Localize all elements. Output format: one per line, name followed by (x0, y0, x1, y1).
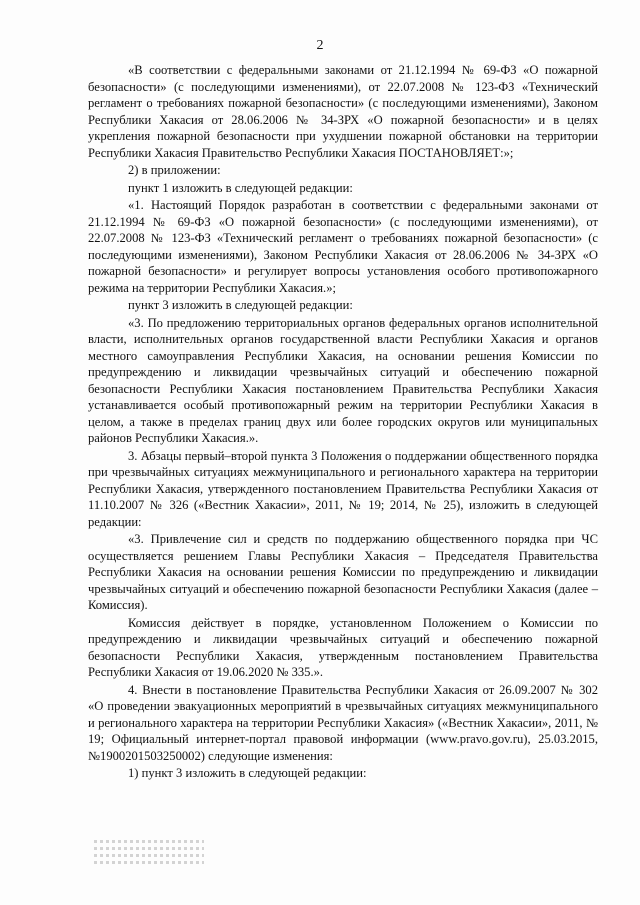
paragraph-item3-instruction: пункт 3 изложить в следующей редакции: (128, 298, 353, 312)
stamp-line (94, 847, 204, 850)
stamp-line (94, 854, 204, 857)
stamp-line (94, 840, 204, 843)
paragraph-item1-instruction: пункт 1 изложить в следующей редакции: (128, 180, 353, 195)
stamp-line (94, 861, 204, 864)
faint-stamp-mark (94, 836, 204, 886)
paragraph-preamble: «В соответствии с федеральными законами от 21.12.1994 № 69-ФЗ «О пожарной безопасности» (с последующими изменениями), от 22.07.2008 № 123-ФЗ «Технический регламент о требованиях пожарной безопасности» (с последующими изменениями), Законом Республики Хакасия от 28.06.2006 № 34-ЗРХ «О пожарной безопасности» и в целях укрепления пожарной безопасности при ухудшении пожарной обстановки на территории Республики Хакасия Правительство Республики Хакасия ПОСТАНОВЛЯЕТ:»; (88, 63, 598, 160)
document-body (88, 62, 598, 782)
paragraph-commission: Комиссия действует в порядке, установленном Положением о Комиссии по предупреждению и ликвидации чрезвычайных ситуаций и обеспечению пожарной безопасности Республики Хакасия, утвержденным постановлением Правительства Республики Хакасия от 19.06.2020 № 335.». (88, 615, 598, 679)
paragraph-item3-text: «3. По предложению территориальных органов федеральных органов исполнительной власти, исполнительных органов государственной власти Республики Хакасия и органов местного самоуправления Республики Хакасия, на основании решения Комиссии по предупреждению и ликвидации чрезвычайных ситуаций и обеспечению пожарной безопасности Республики Хакасия постановлением Правительства Республики Хакасия устанавливается особый противопожарный режим на территории Республики Хакасия в целом, а также в пределах границ двух или более городских округов или муниципальных районов Республики Хакасия.». (88, 315, 598, 445)
paragraph-section4-item1: 1) пункт 3 изложить в следующей редакции: (128, 766, 367, 780)
paragraph-section3: 3. Абзацы первый–второй пункта 3 Положения о поддержании общественного порядка при чрезвычайных ситуациях межмуниципального и регионального характера на территории Республики Хакасия, утвержденного постановлением Правительства Республики Хакасия от 11.10.2007 № 326 («Вестник Хакасии», 2011, № 19; 2014, № 25), изложить в следующей редакции: (88, 448, 598, 529)
page-number: 2 (316, 38, 324, 53)
paragraph-section3-quote: «3. Привлечение сил и средств по поддержанию общественного порядка при ЧС осуществляется решением Главы Республики Хакасия – Председателя Правительства Республики Хакасия на основании решения Комиссии по предупреждению и ликвидации чрезвычайных ситуаций и обеспечению пожарной безопасности Республики Хакасия (далее – Комиссия). (88, 532, 598, 612)
paragraph-item1-text: «1. Настоящий Порядок разработан в соответствии с федеральными законами от 21.12.1994 № 69-ФЗ «О пожарной безопасности» (с последующими изменениями), от 22.07.2008 № 123-ФЗ «Технический регламент о требованиях пожарной безопасности» (с последующими изменениями), Законом Республики Хакасия от 28.06.2006 № 34-ЗРХ «О пожарной безопасности» и регулирует вопросы установления особого противопожарного режима на территории Республики Хакасия.»; (88, 198, 598, 295)
paragraph-appendix-heading: 2) в приложении: (128, 163, 221, 177)
paragraph-section4: 4. Внести в постановление Правительства Республики Хакасия от 26.09.2007 № 302 «О проведении эвакуационных мероприятий в чрезвычайных ситуациях межмуниципального и регионального характера на территории Республики Хакасия» («Вестник Хакасии», 2011, № 19; Официальный интернет-портал правовой информации (www.pravo.gov.ru), 25.03.2015, №1900201503250002) следующие изменения: (88, 682, 598, 763)
